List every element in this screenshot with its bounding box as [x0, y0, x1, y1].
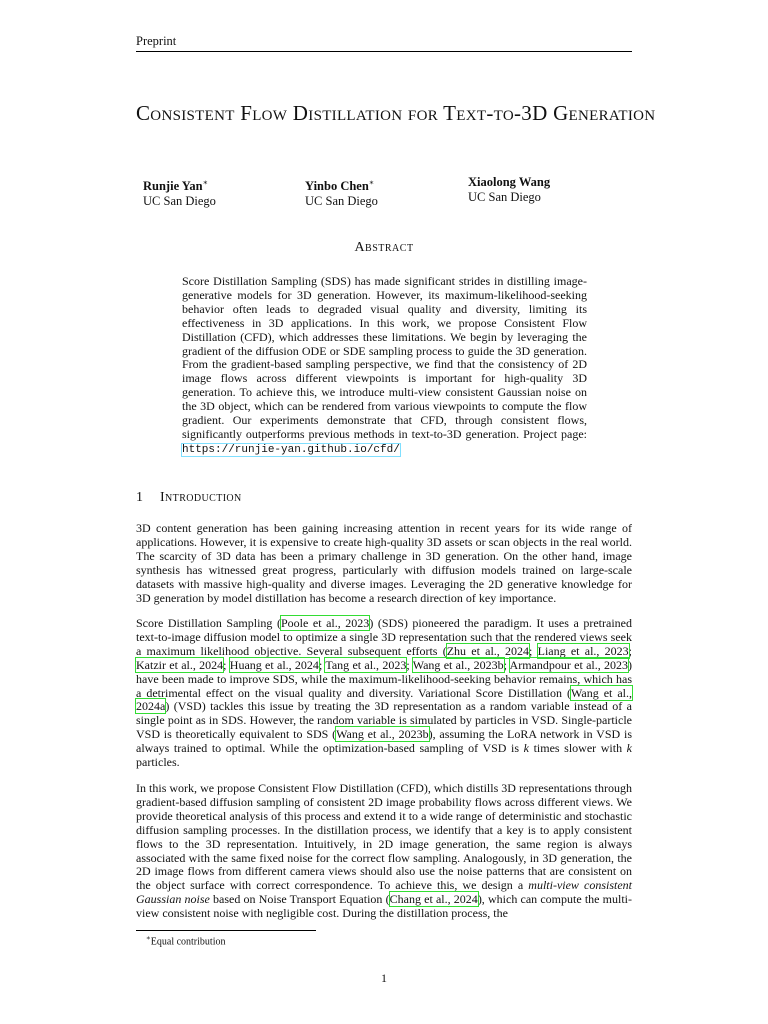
citation-link[interactable]: Armandpour et al., 2023: [509, 657, 629, 672]
footnote-text: Equal contribution: [150, 936, 226, 948]
intro-paragraph-2: [136, 617, 632, 770]
citation-link[interactable]: Huang et al., 2024: [229, 657, 319, 672]
intro-paragraph-1: 3D content generation has been gaining increasing attention in recent years for its wide range of applications. However, it is expensive to create high-quality 3D assets or scan objects in the real world. The scarcity of 3D data has been a primary challenge in 3D generation. On the other hand, image synthesis has witnessed great progress, particularly with diffusion models trained on large-scale datasets with massive high-quality and diverse images. Leveraging the 2D generative knowledge for 3D generation by model distillation has become a research direction of key importance.: [136, 521, 632, 605]
text-span: ), which can compute the multi-view consistent noise with negligible cost. During the distillation process, the: [136, 892, 633, 921]
author-name: Runjie Yan: [143, 179, 203, 194]
text-span: ) have been made to improve SDS, while the maximum-likelihood-seeking behavior remains, which has a detrimental effect on the visual quality and diversity. Variational Score Distillation (: [136, 657, 633, 700]
page-number: 1: [381, 971, 387, 985]
text-span: ;: [223, 657, 230, 672]
text-span: based on Noise Transport Equation (: [209, 892, 390, 907]
citation-link[interactable]: Poole et al., 2023: [280, 616, 370, 630]
text-span: ;: [628, 643, 632, 658]
intro-paragraph-3: [136, 782, 632, 921]
text-span: ) (SDS) pioneered the paradigm. It uses a pretrained text-to-image diffusion model to optimize a single 3D representation such that the rendered views seek a maximum likelihood objective. Several subsequent efforts (: [136, 616, 632, 658]
text-span: ) (VSD) tackles this issue by treating the 3D representation as a random variable instead of a single point as in SDS. However, the random variable is simulated by particles in VSD. Single-particle VSD is theoretically equivalent to SDS (: [136, 699, 632, 742]
footnote-rule: [136, 930, 316, 931]
author-2: [305, 175, 378, 209]
author-3: [468, 175, 550, 205]
author-name: Yinbo Chen: [305, 179, 369, 194]
citation-link[interactable]: Zhu et al., 2024: [446, 643, 530, 658]
citation-link[interactable]: Liang et al., 2023: [537, 643, 629, 658]
math-variable: k: [626, 741, 632, 756]
footnote-mark: ∗: [146, 934, 151, 942]
text-span: times slower with: [528, 741, 627, 756]
text-span: Score Distillation Sampling (: [136, 616, 281, 630]
section-heading-introduction: [136, 490, 242, 506]
author-name: Xiaolong Wang: [468, 175, 551, 189]
author-affiliation: UC San Diego: [468, 190, 541, 204]
emphasis: multi-view consistent Gaussian noise: [136, 878, 632, 907]
author-affiliation: UC San Diego: [305, 194, 378, 209]
abstract-heading: Abstract: [354, 240, 414, 255]
text-span: ;: [318, 657, 326, 672]
text-span: particles.: [136, 755, 180, 770]
footnote: [146, 934, 225, 947]
citation-link[interactable]: Chang et al., 2024: [389, 892, 478, 907]
text-span: ;: [503, 657, 510, 672]
paper-title: Consistent Flow Distillation for Text-to-3D Generation: [136, 101, 656, 125]
citation-link[interactable]: Wang et al., 2024a: [136, 685, 633, 714]
text-span: ), assuming the LoRA network in VSD is always trained to optimal. While the optimization-based sampling of VSD is: [136, 727, 632, 756]
citation-link[interactable]: Wang et al., 2023b: [412, 657, 504, 672]
text-span: ;: [529, 643, 538, 658]
text-span: ;: [406, 657, 413, 672]
running-head: Preprint: [136, 34, 177, 48]
equal-contribution-mark: ∗: [202, 178, 209, 187]
author-affiliation: UC San Diego: [143, 194, 216, 209]
section-number: 1: [136, 490, 143, 505]
text-span: In this work, we propose Consistent Flow Distillation (CFD), which distills 3D representations through gradient-based diffusion sampling of consistent 2D image probability flows across different views. We provide theoretical analysis of this process and extend it to a wide range of deterministic and stochastic diffusion sampling processes. In the distillation process, we identify that a key is to apply consistent flows to the 3D representation. Intuitively, in 2D image generation, the same region is always associated with the same fixed noise for the correct flow sampling. Analogously, in 3D generation, the 2D image flows from different camera views should also use the noise patterns that are consistent on the object surface with correct correspondence. To achieve this, we design a: [136, 781, 632, 893]
math-variable: k: [523, 741, 529, 756]
abstract-text: Score Distillation Sampling (SDS) has made significant strides in distilling image-generative models for 3D generation. However, its maximum-likelihood-seeking behavior often leads to degraded visual quality and diversity, limiting its effectiveness in 3D applications. In this work, we propose Consistent Flow Distillation (CFD), which addresses these limitations. We begin by leveraging the gradient of the diffusion ODE or SDE sampling process to guide the 3D generation. From the gradient-based sampling perspective, we find that the consistency of 2D image flows across different viewpoints is important for high-quality 3D generation. To achieve this, we introduce multi-view consistent Gaussian noise on the 3D object, which can be rendered from various viewpoints to compute the flow gradient. Our experiments demonstrate that CFD, through consistent flows, significantly outperforms previous methods in text-to-3D generation. Project page:: [182, 274, 587, 441]
equal-contribution-mark: ∗: [368, 178, 375, 187]
citation-link[interactable]: Katzir et al., 2024: [136, 657, 224, 672]
abstract-body: [182, 275, 587, 458]
citation-link[interactable]: Wang et al., 2023b: [336, 727, 429, 742]
author-1: [143, 175, 216, 209]
section-title: Introduction: [160, 490, 242, 505]
citation-link[interactable]: Tang et al., 2023: [325, 657, 407, 672]
header-rule: [136, 51, 632, 52]
project-page-link[interactable]: https://runjie-yan.github.io/cfd/: [182, 443, 400, 456]
